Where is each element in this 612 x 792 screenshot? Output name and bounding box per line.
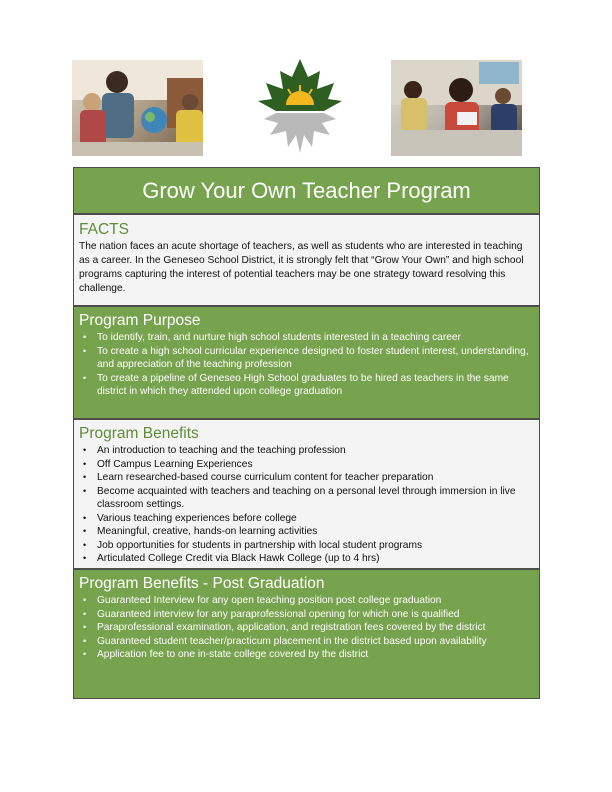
list-item: • To create a high school curricular experience designed to foster student interest, understanding, and appreciation of the teaching profession	[79, 345, 534, 372]
list-item: • Job opportunities for students in partnership with local student programs	[79, 539, 534, 553]
district-maple-leaf-logo	[250, 55, 350, 155]
program-benefits-section	[73, 419, 540, 569]
program-benefits-heading: Program Benefits	[79, 425, 199, 442]
program-purpose-list	[79, 331, 534, 399]
facts-section	[73, 214, 540, 306]
classroom-photo-right	[391, 60, 522, 156]
facts-heading: FACTS	[79, 221, 129, 238]
list-item: • Articulated College Credit via Black Hawk College (up to 4 hrs)	[79, 552, 534, 566]
post-graduation-section	[73, 569, 540, 699]
page-title: Grow Your Own Teacher Program	[142, 177, 471, 203]
program-purpose-section	[73, 306, 540, 419]
list-item: • Guaranteed Interview for any open teaching position post college graduation	[79, 594, 534, 608]
list-item: • Become acquainted with teachers and teaching on a personal level through immersion in live classroom settings.	[79, 485, 534, 512]
list-item: • An introduction to teaching and the teaching profession	[79, 444, 534, 458]
post-graduation-heading: Program Benefits - Post Graduation	[79, 575, 325, 592]
post-graduation-list	[79, 594, 534, 662]
program-purpose-heading: Program Purpose	[79, 312, 201, 329]
list-item: • Application fee to one in-state college covered by the district	[79, 648, 534, 662]
list-item: • To identify, train, and nurture high school students interested in a teaching career	[79, 331, 534, 345]
list-item: • Paraprofessional examination, application, and registration fees covered by the district	[79, 621, 534, 635]
list-item: • Various teaching experiences before college	[79, 512, 534, 526]
title-banner	[73, 167, 540, 214]
list-item: • To create a pipeline of Geneseo High School graduates to be hired as teachers in the same district in which they attended upon college graduation	[79, 372, 534, 399]
program-benefits-list	[79, 444, 534, 566]
list-item: • Meaningful, creative, hands-on learning activities	[79, 525, 534, 539]
list-item: • Off Campus Learning Experiences	[79, 458, 534, 472]
list-item: • Guaranteed student teacher/practicum placement in the district based upon availability	[79, 635, 534, 649]
list-item: • Learn researched-based course curriculum content for teacher preparation	[79, 471, 534, 485]
list-item: • Guaranteed interview for any paraprofessional opening for which one is qualified	[79, 608, 534, 622]
facts-body: The nation faces an acute shortage of teachers, as well as students who are interested in teaching as a career. In the Geneseo School District, it is strongly felt that “Grow Your Own” and high school programs capturing the interest of potential teachers may be one strategy toward resolving this challenge.	[79, 241, 524, 294]
classroom-photo-left	[72, 60, 203, 156]
